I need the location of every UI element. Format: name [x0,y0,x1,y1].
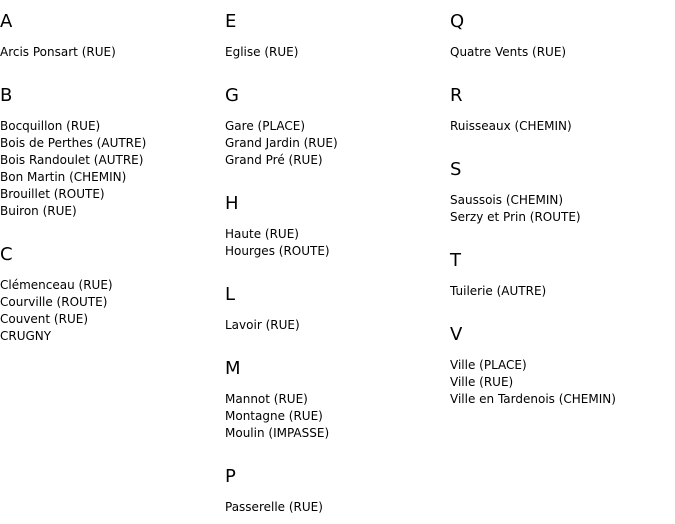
street-link[interactable]: Hourges (ROUTE) [225,244,330,258]
street-link[interactable]: Gare (PLACE) [225,119,306,133]
street-link[interactable]: Moulin (IMPASSE) [225,426,330,440]
street-link[interactable]: Mannot (RUE) [225,392,308,406]
street-link[interactable]: Bocquillon (RUE) [0,119,101,133]
street-link[interactable]: Ville (RUE) [450,375,514,389]
street-link[interactable]: Ruisseaux (CHEMIN) [450,119,572,133]
street-link[interactable]: Bon Martin (CHEMIN) [0,170,127,184]
section-letter-l: L [225,284,236,305]
section-letter-a: A [0,11,13,32]
street-link[interactable]: Clémenceau (RUE) [0,278,113,292]
section-letter-c: C [0,244,13,265]
section-letter-q: Q [450,11,465,32]
street-link[interactable]: Courville (ROUTE) [0,295,108,309]
section-letter-p: P [225,466,236,487]
street-list-v [450,357,616,408]
section-letter-v: V [450,324,463,345]
street-link[interactable]: Passerelle (RUE) [225,500,323,514]
street-list-a [0,44,116,61]
street-link[interactable]: Grand Pré (RUE) [225,153,323,167]
street-list-m [225,391,329,442]
street-link[interactable]: Bois Randoulet (AUTRE) [0,153,144,167]
section-letter-e: E [225,11,237,32]
section-letter-s: S [450,159,462,180]
street-list-q [450,44,566,61]
section-letter-t: T [450,250,461,271]
street-link[interactable]: Tuilerie (AUTRE) [450,284,547,298]
street-list-p [225,499,323,516]
street-link[interactable]: Couvent (RUE) [0,312,89,326]
street-list-c [0,277,113,345]
section-letter-g: G [225,85,239,106]
street-link[interactable]: Ville (PLACE) [450,358,527,372]
street-link[interactable]: Quatre Vents (RUE) [450,45,567,59]
street-link[interactable]: Montagne (RUE) [225,409,323,423]
street-link[interactable]: Serzy et Prin (ROUTE) [450,210,581,224]
street-list-e [225,44,298,61]
street-list-g [225,118,338,169]
street-link[interactable]: Haute (RUE) [225,227,299,241]
street-link[interactable]: CRUGNY [0,329,52,343]
street-link[interactable]: Ville en Tardenois (CHEMIN) [450,392,616,406]
street-link[interactable]: Bois de Perthes (AUTRE) [0,136,147,150]
street-link[interactable]: Saussois (CHEMIN) [450,193,564,207]
section-letter-h: H [225,193,239,214]
section-letter-b: B [0,85,13,106]
street-link[interactable]: Grand Jardin (RUE) [225,136,338,150]
street-link[interactable]: Buiron (RUE) [0,204,77,218]
street-list-r [450,118,572,135]
street-list-b [0,118,146,220]
street-link[interactable]: Arcis Ponsart (RUE) [0,45,116,59]
street-list-s [450,192,581,226]
section-letter-m: M [225,358,241,379]
street-list-h [225,226,330,260]
street-list-l [225,317,300,334]
street-list-t [450,283,546,300]
street-link[interactable]: Lavoir (RUE) [225,318,300,332]
street-link[interactable]: Brouillet (ROUTE) [0,187,105,201]
street-link[interactable]: Eglise (RUE) [225,45,299,59]
section-letter-r: R [450,85,463,106]
